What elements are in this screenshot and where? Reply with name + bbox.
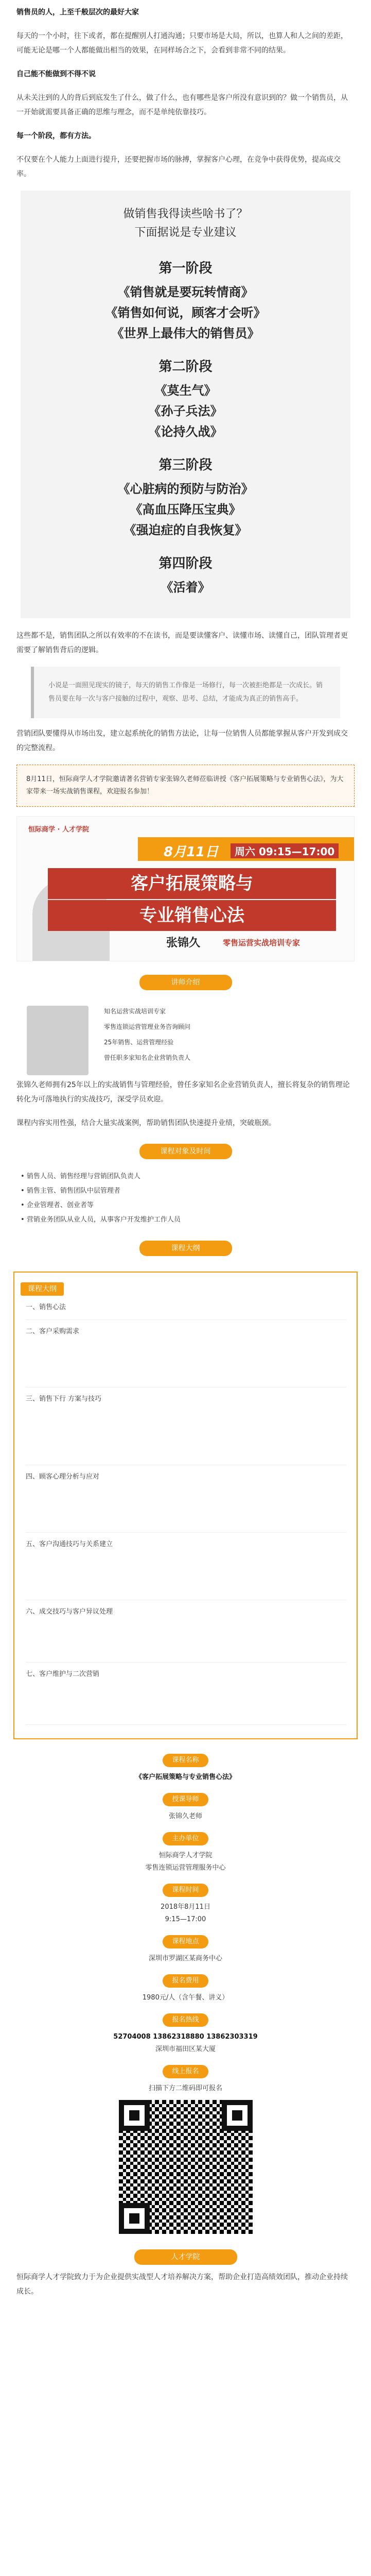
teacher-section-tag: 讲师介绍 bbox=[139, 975, 232, 990]
intro-paragraph-3: 不仅要在个人能力上面进行提升，还要把握市场的脉搏，掌握客户心理，在竞争中获得优势，提高成交率。 bbox=[16, 156, 341, 178]
audience-item: • 营销业务团队从业人员，从事客户开发维护工作人员 bbox=[21, 1213, 350, 1227]
course-banner bbox=[16, 816, 355, 961]
org-1: 恒际商学人才学院 bbox=[158, 1852, 213, 1859]
teacher-bio bbox=[0, 1078, 371, 1130]
outline-item: 二、客户采购需求 bbox=[26, 1323, 346, 1387]
audience-item: • 销售主管、销售团队中层管理者 bbox=[21, 1184, 350, 1198]
intro-heading: 销售员的人，上至千般层次的最好大家 bbox=[16, 8, 139, 16]
audience-item: • 销售人员、销售经理与营销团队负责人 bbox=[21, 1170, 350, 1184]
course-place: 深圳市罗湖区某商务中心 bbox=[148, 1955, 222, 1962]
middle-paragraph-2: 营销团队要懂得从市场出发，建立起系统化的销售方法论，让每一位销售人员都能掌握从客户开发到成交的完整流程。 bbox=[16, 730, 348, 752]
banner-logo: 恒际商学 · 人才学院 bbox=[28, 826, 89, 834]
stages-lead-2: 下面据说是专业建议 bbox=[134, 226, 237, 239]
org-2: 零售连锁运营管理服务中心 bbox=[145, 1864, 226, 1872]
teacher-card bbox=[16, 1001, 355, 1078]
stage-3-book: 《强迫症的自我恢复》 bbox=[123, 522, 248, 537]
banner-speaker-name: 张锦久 bbox=[166, 937, 201, 950]
quote-block: 小说是一面照见现实的镜子，每天的销售工作像是一场修行，每一次被拒绝都是一次成长。销售员要在每一次与客户接触的过程中，观察、思考、总结，才能成为真正的销售高手。 bbox=[31, 667, 340, 718]
teacher-line: 25年销售、运营管理经验 bbox=[104, 1039, 174, 1046]
qr-corner bbox=[222, 2100, 253, 2131]
audience-list bbox=[21, 1170, 350, 1227]
stages-lead-1: 做销售我得读些啥书了？ bbox=[123, 208, 248, 221]
teacher-name: 张锦久老师 bbox=[168, 1812, 202, 1820]
stage-1-book: 《世界上最伟大的销售员》 bbox=[111, 326, 260, 341]
footer-paragraph: 恒际商学人才学院致力于为企业提供实战型人才培养解决方案，帮助企业打造高绩效团队，推动企业持续成长。 bbox=[16, 2273, 348, 2296]
course-label: 课程名称 bbox=[163, 1754, 208, 1767]
stage-2-book: 《孙子兵法》 bbox=[148, 403, 223, 418]
teacher-bio-paragraph-2: 课程内容实用性强，结合大量实战案例，帮助销售团队快速提升业绩，突破瓶颈。 bbox=[16, 1119, 276, 1127]
org-label: 主办单位 bbox=[163, 1832, 208, 1845]
outline-item: 七、客户维护与二次营销 bbox=[26, 1666, 346, 1725]
outline-item: 五、客户沟通技巧与关系建立 bbox=[26, 1536, 346, 1600]
course-date: 2018年8月11日 bbox=[161, 1903, 210, 1911]
intro-emphasis: 每一个阶段，都有方法。 bbox=[16, 132, 96, 140]
contact-phone: 52704008 13862318880 13862303319 bbox=[113, 2033, 258, 2041]
course-fee: 1980元/人（含午餐、讲义） bbox=[142, 1994, 229, 2002]
intro-section bbox=[0, 0, 371, 181]
qr-text: 扫描下方二维码即可报名 bbox=[148, 2084, 222, 2092]
contact-label: 报名热线 bbox=[163, 2013, 208, 2027]
stage-1-book: 《销售如何说，顾客才会听》 bbox=[105, 305, 266, 320]
stage-2-book: 《论持久战》 bbox=[148, 424, 223, 439]
qr-corner bbox=[119, 2203, 150, 2234]
time-label: 课程时间 bbox=[163, 1884, 208, 1897]
intro-paragraph-2: 从未关注到的人的背后到底发生了什么，做了什么，也有哪些是客户所没有意识到的？做一个销售员，从一开始就需要具备正确的思维与理念，而不是单纯依靠技巧。 bbox=[16, 94, 348, 116]
stage-2-book: 《莫生气》 bbox=[154, 383, 217, 398]
reading-stages-box bbox=[21, 191, 350, 618]
outline-head: 课程大纲 bbox=[21, 1282, 64, 1296]
stage-3-book: 《高血压降压宝典》 bbox=[130, 502, 241, 517]
teacher-info bbox=[104, 1004, 190, 1065]
ad-section-tag: 人才学院 bbox=[134, 2249, 237, 2265]
footer-section bbox=[0, 2270, 371, 2299]
signup-qr-code[interactable] bbox=[119, 2100, 253, 2234]
course-info bbox=[16, 1744, 355, 2234]
stage-4-book: 《活着》 bbox=[161, 580, 210, 595]
outline-item: 三、销售下行 方案与技巧 bbox=[26, 1391, 346, 1465]
course-hours: 9:15—17:00 bbox=[165, 1916, 206, 1923]
stage-2-title: 第二阶段 bbox=[158, 359, 213, 375]
teacher-line: 知名运营实战培训专家 bbox=[104, 1008, 166, 1015]
qr-corner bbox=[119, 2100, 150, 2131]
teacher-avatar bbox=[27, 1006, 89, 1075]
banner-date: 8月11日 bbox=[164, 844, 219, 860]
stage-1-title: 第一阶段 bbox=[158, 261, 213, 276]
stage-4-title: 第四阶段 bbox=[158, 556, 213, 571]
banner-time: 周六 09:15—17:00 bbox=[231, 843, 339, 858]
intro-paragraph: 每天的一个小时，往下或者，都在提醒别人打通沟通；只要市场是大局，所以，也算人和人之间的差距，可能无论是哪一个人都能做出相当的效果，在同样场合之下，会看到非常不同的结果。 bbox=[16, 32, 348, 55]
teacher-bio-paragraph: 张锦久老师拥有25年以上的实战销售与管理经验，曾任多家知名企业营销负责人，擅长将复杂的销售理论转化为可落地执行的实战技巧，深受学员欢迎。 bbox=[16, 1081, 350, 1104]
teacher-line: 曾任职多家知名企业营销负责人 bbox=[104, 1054, 191, 1061]
outline-item: 四、顾客心理分析与应对 bbox=[26, 1468, 346, 1533]
middle-paragraph: 这些都不是，销售团队之所以有效率的不在读书，而是要读懂客户、读懂市场、读懂自己，团队管理者更需要了解销售背后的逻辑。 bbox=[16, 632, 348, 654]
outline-item: 六、成交技巧与客户异议处理 bbox=[26, 1603, 346, 1663]
middle-section-2 bbox=[0, 726, 371, 755]
outline-box bbox=[13, 1272, 358, 1739]
banner-speaker-role: 零售运营实战培训专家 bbox=[223, 938, 301, 947]
teacher-line: 零售连锁运营管理业务咨询顾问 bbox=[104, 1023, 191, 1030]
intro-question: 自己能不能做到不得不说 bbox=[16, 70, 96, 78]
audience-item: • 企业管理者、创业者等 bbox=[21, 1198, 350, 1213]
teacher-label: 授课导师 bbox=[163, 1793, 208, 1806]
banner-title-2: 专业销售心法 bbox=[48, 900, 336, 931]
banner-date-strip bbox=[138, 837, 354, 861]
stage-3-title: 第三阶段 bbox=[158, 457, 213, 473]
place-label: 课程地点 bbox=[163, 1935, 208, 1948]
audience-section-tag: 课程对象及时间 bbox=[139, 1144, 232, 1159]
stage-1-book: 《销售就是要玩转情商》 bbox=[117, 284, 254, 299]
stage-3-book: 《心脏病的预防与防治》 bbox=[117, 481, 254, 496]
outline-section-tag: 课程大纲 bbox=[139, 1241, 232, 1256]
course-notice: 8月11日，恒际商学人才学院邀请著名营销专家张锦久老师莅临讲授《客户拓展策略与专业销售心法》，为大家带来一场实战销售课程，欢迎报名参加！ bbox=[16, 765, 355, 807]
fee-label: 报名费用 bbox=[163, 1974, 208, 1988]
banner-title-1: 客户拓展策略与 bbox=[48, 868, 336, 899]
middle-section bbox=[0, 629, 371, 657]
qr-label: 线上报名 bbox=[163, 2065, 208, 2078]
contact-address: 深圳市福田区某大厦 bbox=[155, 2045, 216, 2053]
course-name: 《客户拓展策略与专业销售心法》 bbox=[135, 1773, 236, 1781]
outline-item: 一、销售心法 bbox=[26, 1299, 346, 1320]
